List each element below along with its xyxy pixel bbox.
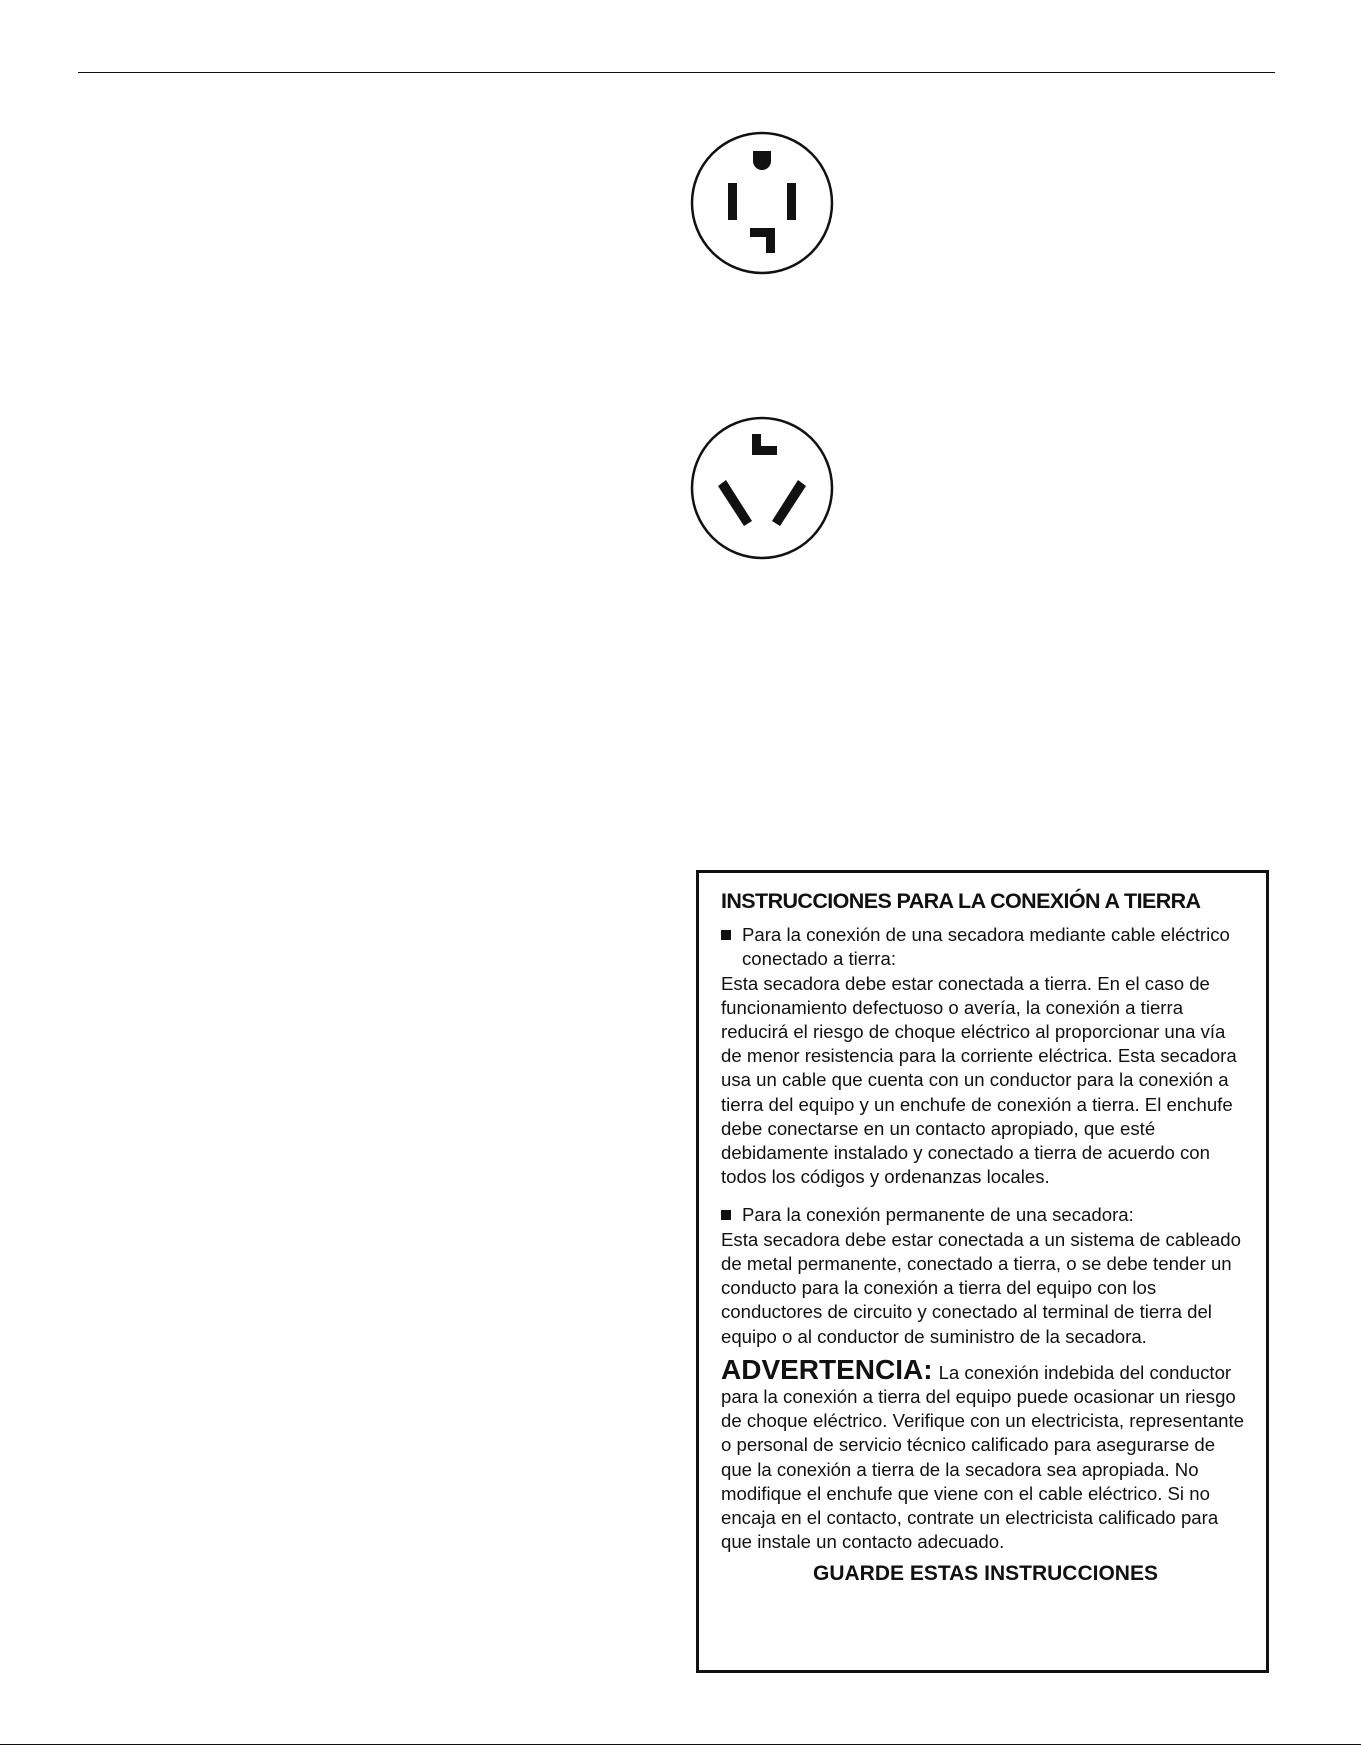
square-bullet-icon	[721, 1210, 731, 1220]
bullet-permanent-connection-text: Para la conexión permanente de una secadora:	[742, 1204, 1134, 1226]
warning-text: La conexión indebida del conductor para la conexión a tierra del equipo puede ocasionar un riesgo de choque eléctrico. Verifique con un electricista, representante o personal de servicio técnico calificado para asegurarse de que la conexión a tierra de la secadora sea apropiada. No modifique el enchufe que viene con el cable eléctrico. Si no encaja en el contacto, contrate un electricista calificado para que instale un contacto adecuado.	[721, 1361, 1245, 1553]
bullet-permanent-connection	[721, 1203, 1250, 1227]
permanent-connection-paragraph: Esta secadora debe estar conectada a un sistema de cableado de metal permanente, conectado a tierra, o se debe tender un conducto para la conexión a tierra del equipo con los conductores de circuito y conectado al terminal de tierra del equipo o al conductor de suministro de la secadora.	[721, 1228, 1241, 1347]
warning-paragraph	[721, 1355, 1250, 1555]
top-rule	[78, 72, 1275, 73]
3-wire-outlet-icon	[690, 416, 834, 560]
save-instructions-footer: GUARDE ESTAS INSTRUCCIONES	[813, 1562, 1158, 1586]
bullet-cord-connected-text: Para la conexión de una secadora mediante cable eléctrico conectado a tierra:	[742, 924, 1230, 970]
notice-title: INSTRUCCIONES PARA LA CONEXIÓN A TIERRA	[721, 889, 1201, 913]
bottom-rule	[0, 1744, 1361, 1745]
bullet-cord-connected	[721, 923, 1250, 972]
grounding-instructions-box	[696, 870, 1269, 1673]
4-wire-outlet-icon	[690, 131, 834, 275]
cord-connected-paragraph: Esta secadora debe estar conectada a tierra. En el caso de funcionamiento defectuoso o avería, la conexión a tierra reducirá el riesgo de choque eléctrico al proporcionar una vía de menor resistencia para la corriente eléctrica. Esta secadora usa un cable que cuenta con un conductor para la conexión a tierra del equipo y un enchufe de conexión a tierra. El enchufe debe conectarse en un contacto apropiado, que esté debidamente instalado y conectado a tierra de acuerdo con todos los códigos y ordenanzas locales.	[721, 972, 1237, 1188]
warning-label: ADVERTENCIA:	[721, 1353, 933, 1385]
square-bullet-icon	[721, 930, 731, 940]
